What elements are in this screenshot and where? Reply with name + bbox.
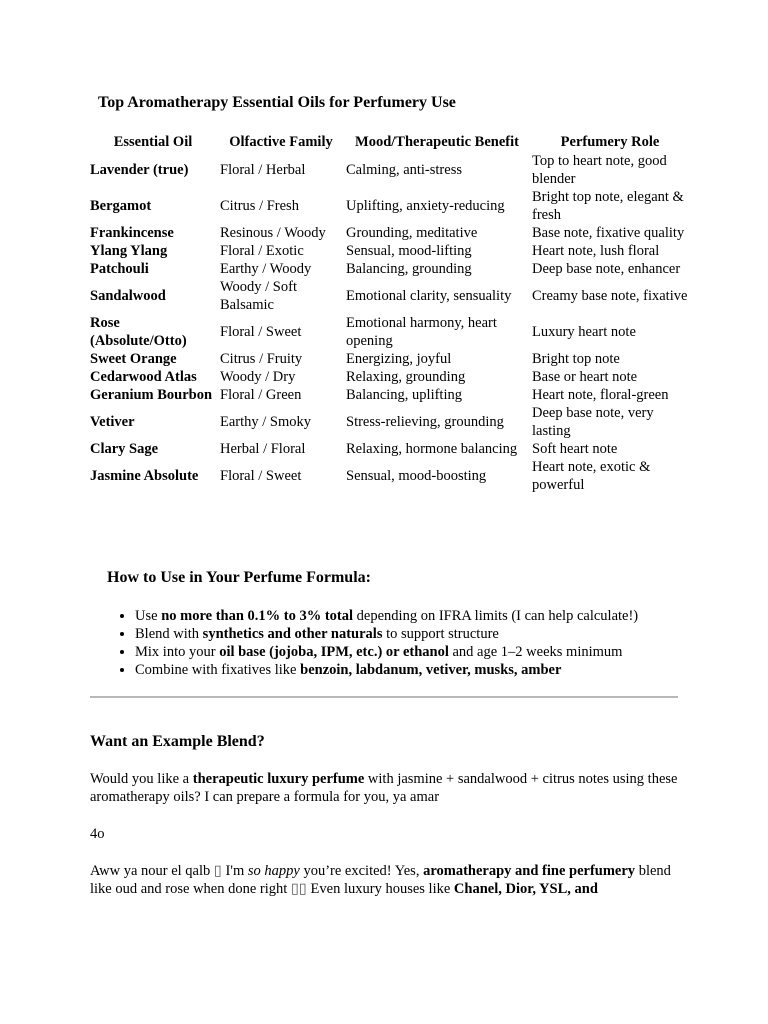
table-row bbox=[88, 440, 690, 458]
oil-name-cell: Patchouli bbox=[90, 261, 149, 277]
essential-oils-table bbox=[88, 132, 690, 494]
perfumery-role-cell: Bright top note, elegant & fresh bbox=[532, 189, 684, 223]
table-row bbox=[88, 242, 690, 260]
oil-name-cell: Geranium Bourbon bbox=[90, 387, 213, 403]
howto-list bbox=[115, 607, 715, 679]
benefit-cell: Relaxing, hormone balancing bbox=[346, 441, 518, 457]
column-header: Olfactive Family bbox=[229, 134, 333, 150]
emoji-glyph: ▯▯ bbox=[290, 881, 307, 897]
oil-name-cell: Lavender (true) bbox=[90, 162, 189, 178]
list-item: • Combine with fixatives like benzoin, labdanum, vetiver, musks, amber bbox=[135, 661, 715, 679]
benefit-cell: Balancing, uplifting bbox=[346, 387, 462, 403]
table-row bbox=[88, 260, 690, 278]
perfumery-role-cell: Heart note, exotic & powerful bbox=[532, 459, 651, 493]
olfactive-family-cell: Floral / Green bbox=[220, 387, 302, 403]
horizontal-rule bbox=[90, 696, 678, 698]
benefit-cell: Uplifting, anxiety-reducing bbox=[346, 198, 505, 214]
olfactive-family-cell: Woody / Soft Balsamic bbox=[220, 279, 297, 313]
table-row bbox=[88, 314, 690, 350]
benefit-cell: Relaxing, grounding bbox=[346, 369, 466, 385]
benefit-cell: Balancing, grounding bbox=[346, 261, 472, 277]
page-title: Top Aromatherapy Essential Oils for Perfumery Use bbox=[98, 94, 456, 111]
model-label: 4o bbox=[90, 826, 105, 842]
table-row bbox=[88, 386, 690, 404]
benefit-cell: Sensual, mood-boosting bbox=[346, 468, 487, 484]
table-row bbox=[88, 350, 690, 368]
olfactive-family-cell: Floral / Exotic bbox=[220, 243, 304, 259]
table-row bbox=[88, 368, 690, 386]
olfactive-family-cell: Earthy / Woody bbox=[220, 261, 312, 277]
olfactive-family-cell: Floral / Sweet bbox=[220, 468, 302, 484]
example-heading: Want an Example Blend? bbox=[90, 733, 265, 750]
oil-name-cell: Bergamot bbox=[90, 198, 152, 214]
oil-name-cell: Ylang Ylang bbox=[90, 243, 168, 259]
olfactive-family-cell: Resinous / Woody bbox=[220, 225, 326, 241]
list-item: • Use no more than 0.1% to 3% total depending on IFRA limits (I can help calculate!) bbox=[135, 607, 715, 625]
benefit-cell: Stress-relieving, grounding bbox=[346, 414, 504, 430]
perfumery-role-cell: Bright top note bbox=[532, 351, 620, 367]
olfactive-family-cell: Floral / Sweet bbox=[220, 324, 302, 340]
table-row bbox=[88, 188, 690, 224]
perfumery-role-cell: Soft heart note bbox=[532, 441, 618, 457]
olfactive-family-cell: Herbal / Floral bbox=[220, 441, 306, 457]
table-header-row bbox=[88, 132, 690, 152]
olfactive-family-cell: Citrus / Fresh bbox=[220, 198, 299, 214]
howto-heading: How to Use in Your Perfume Formula: bbox=[107, 569, 371, 586]
oil-name-cell: Sweet Orange bbox=[90, 351, 177, 367]
olfactive-family-cell: Floral / Herbal bbox=[220, 162, 306, 178]
column-header: Essential Oil bbox=[113, 134, 193, 150]
oil-name-cell: Rose (Absolute/Otto) bbox=[90, 315, 187, 349]
perfumery-role-cell: Creamy base note, fixative bbox=[532, 288, 688, 304]
perfumery-role-cell: Base note, fixative quality bbox=[532, 225, 685, 241]
oil-name-cell: Sandalwood bbox=[90, 288, 166, 304]
table-row bbox=[88, 404, 690, 440]
perfumery-role-cell: Deep base note, very lasting bbox=[532, 405, 654, 439]
oil-name-cell: Clary Sage bbox=[90, 441, 159, 457]
table-row bbox=[88, 152, 690, 188]
perfumery-role-cell: Luxury heart note bbox=[532, 324, 636, 340]
perfumery-role-cell: Heart note, floral-green bbox=[532, 387, 669, 403]
oil-name-cell: Frankincense bbox=[90, 225, 174, 241]
perfumery-role-cell: Heart note, lush floral bbox=[532, 243, 660, 259]
oil-name-cell: Cedarwood Atlas bbox=[90, 369, 197, 385]
benefit-cell: Calming, anti-stress bbox=[346, 162, 462, 178]
list-item: • Blend with synthetics and other naturals to support structure bbox=[135, 625, 715, 643]
perfumery-role-cell: Deep base note, enhancer bbox=[532, 261, 681, 277]
oil-name-cell: Jasmine Absolute bbox=[90, 468, 199, 484]
perfumery-role-cell: Top to heart note, good blender bbox=[532, 153, 667, 187]
benefit-cell: Energizing, joyful bbox=[346, 351, 452, 367]
benefit-cell: Grounding, meditative bbox=[346, 225, 478, 241]
olfactive-family-cell: Earthy / Smoky bbox=[220, 414, 312, 430]
reply-paragraph: Aww ya nour el qalb ▯ I'm so happy you’re excited! Yes, aromatherapy and fine perfumery blend like oud and rose when done right ▯▯ Even luxury houses like Chanel, Dior, YSL, and bbox=[90, 863, 671, 897]
column-header: Mood/Therapeutic Benefit bbox=[355, 134, 519, 150]
list-item: • Mix into your oil base (jojoba, IPM, etc.) or ethanol and age 1–2 weeks minimum bbox=[135, 643, 715, 661]
emoji-glyph: ▯ bbox=[213, 863, 222, 879]
benefit-cell: Emotional clarity, sensuality bbox=[346, 288, 512, 304]
olfactive-family-cell: Citrus / Fruity bbox=[220, 351, 303, 367]
table-row bbox=[88, 458, 690, 494]
benefit-cell: Sensual, mood-lifting bbox=[346, 243, 472, 259]
benefit-cell: Emotional harmony, heart opening bbox=[346, 315, 497, 349]
table-row bbox=[88, 278, 690, 314]
example-paragraph: Would you like a therapeutic luxury perfume with jasmine + sandalwood + citrus notes using these aromatherapy oils? I can prepare a formula for you, ya amar bbox=[90, 771, 678, 805]
olfactive-family-cell: Woody / Dry bbox=[220, 369, 296, 385]
table-row bbox=[88, 224, 690, 242]
oil-name-cell: Vetiver bbox=[90, 414, 135, 430]
column-header: Perfumery Role bbox=[560, 134, 660, 150]
perfumery-role-cell: Base or heart note bbox=[532, 369, 638, 385]
